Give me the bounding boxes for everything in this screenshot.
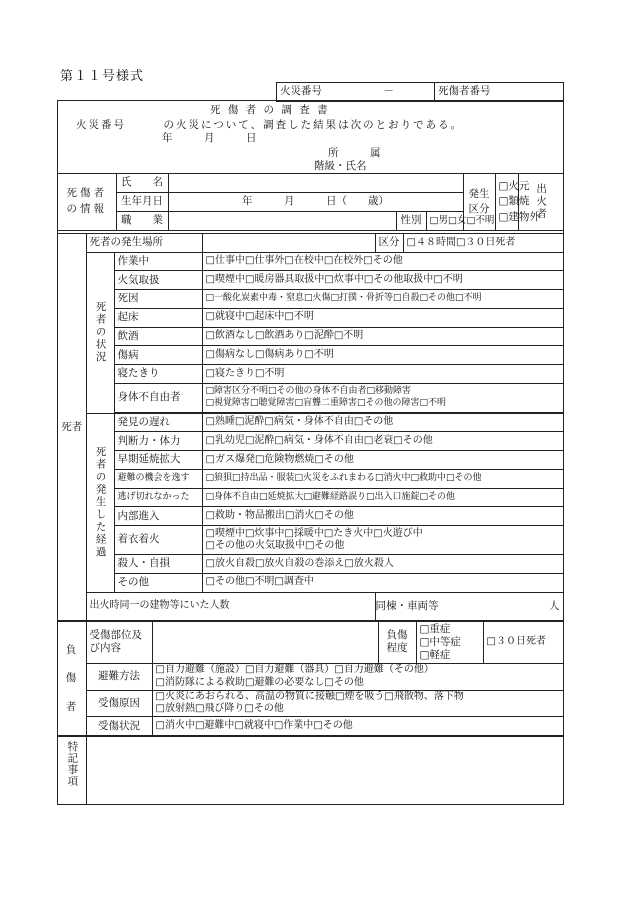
- name-field[interactable]: [168, 174, 463, 193]
- survey-title: 死 傷 者 の 調 査 書: [210, 104, 330, 116]
- status-row-options-line: □視覚障害□聴覚障害□盲聾二重障害□その他の障害□不明: [205, 397, 447, 408]
- person-section-label: 死傷者の情報: [58, 174, 116, 231]
- same-building-label: 出火時同一の建物等にいた人数: [86, 592, 375, 621]
- dob-field[interactable]: 年 月 日（ 歳）: [168, 193, 463, 212]
- injury-degree-option: □軽症: [419, 648, 451, 661]
- death-section-text: 死者: [61, 420, 83, 433]
- sex-label: 性別: [396, 212, 426, 231]
- fire-number-label: 火災番号: [280, 85, 322, 98]
- process-row-label: 着衣着火: [114, 525, 202, 554]
- injury-degree-options[interactable]: [416, 622, 483, 664]
- state-label: 受傷状況: [86, 717, 152, 736]
- injury-30day-option[interactable]: □３０日死者: [483, 622, 563, 664]
- process-row-options-line: □喫煙中□炊事中□採暖中□たき火中□火遊び中: [205, 527, 423, 539]
- status-row-label: 起床: [114, 308, 202, 327]
- process-row-options[interactable]: □身体不自由□延焼拡大□避難経路誤り□出入口施錠□その他: [202, 488, 563, 507]
- evac-options-line: □自力避難（施設）□自力避難（器具）□自力避難（その他）: [155, 664, 434, 676]
- job-label: 職 業: [116, 212, 168, 231]
- process-row-label: 逃げ切れなかった: [114, 488, 202, 507]
- process-row-options[interactable]: □熟睡□泥酔□病気・身体不自由□その他: [202, 413, 563, 432]
- injury-section-text: 負傷者: [65, 643, 95, 713]
- same-ridge-unit: 人: [549, 599, 560, 612]
- origin-option: □建物外: [498, 210, 540, 223]
- evac-options-line: □消防隊による救助□避難の必要なし□その他: [155, 676, 364, 688]
- process-row-label: 内部進入: [114, 507, 202, 526]
- header-number-table: [276, 82, 564, 102]
- fire-number-dash: －: [383, 85, 394, 98]
- affiliation-label: 所 属: [328, 147, 381, 159]
- injury-degree-option: □中等症: [419, 635, 461, 648]
- state-options[interactable]: □消火中□避難中□就寝中□作業中□その他: [152, 717, 563, 736]
- status-row-options[interactable]: □喫煙中□暖房器具取扱中□炊事中□その他取扱中□不明: [202, 271, 563, 290]
- same-ridge-cell[interactable]: [375, 592, 563, 621]
- status-row-options[interactable]: □一酸化炭素中毒・窒息□火傷□打撲・骨折等□自殺□その他□不明: [202, 290, 563, 309]
- fire-person-label: 出火者: [518, 174, 563, 231]
- same-ridge-label: 同棟・車両等: [375, 599, 439, 612]
- cause-options-line: □火炎にあおられる、高温の物質に接触□煙を吸う□飛散物、落下物: [155, 690, 464, 702]
- survey-form: [57, 100, 564, 805]
- survey-heading: [58, 101, 563, 174]
- process-row-options[interactable]: □その他□不明□調査中: [202, 573, 563, 592]
- kubun-label: 区分: [375, 234, 403, 253]
- process-row-options[interactable]: □乳幼児□泥酔□病気・身体不自由□老衰□その他: [202, 432, 563, 451]
- injury-section-label: [58, 622, 95, 736]
- death-process-label: 死者の発生した経過: [86, 413, 114, 592]
- process-row-options[interactable]: □救助・物品搬出□消火□その他: [202, 507, 563, 526]
- death-place-label: 死者の発生場所: [86, 234, 202, 253]
- death-section-label: [58, 234, 86, 621]
- status-row-label: 傷病: [114, 346, 202, 365]
- rank-name-label: 階級・氏名: [314, 160, 367, 172]
- process-row-label: 発見の遅れ: [114, 413, 202, 432]
- fire-number-field[interactable]: [277, 83, 435, 102]
- status-row-label: 寝たきり: [114, 364, 202, 383]
- status-row-label: 身体不自由者: [114, 383, 202, 412]
- status-row-label: 作業中: [114, 252, 202, 271]
- dob-label: 生年月日: [116, 193, 168, 212]
- victim-number-label: 死傷者番号: [438, 85, 491, 98]
- process-row-label: 判断力・体力: [114, 432, 202, 451]
- injury-part-label: 受傷部位及び内容: [86, 622, 152, 664]
- death-block: [58, 233, 563, 621]
- injury-block: [58, 621, 563, 736]
- status-row-label: 死因: [114, 290, 202, 309]
- process-row-options[interactable]: [202, 525, 563, 554]
- survey-date: 年 月 日: [162, 132, 257, 144]
- process-row-options[interactable]: □ガス爆発□危険物燃焼□その他: [202, 451, 563, 470]
- process-row-label: その他: [114, 573, 202, 592]
- process-row-options[interactable]: □放火自殺□放火自殺の巻添え□放火殺人: [202, 555, 563, 574]
- death-place-field[interactable]: [202, 234, 375, 253]
- origin-label: 発生区分: [463, 174, 495, 231]
- cause-options-line: □放射熱□飛び降り□その他: [155, 703, 284, 715]
- status-row-options[interactable]: [202, 383, 563, 412]
- injury-degree-label: 負傷程度: [378, 622, 416, 664]
- status-row-options[interactable]: □就寝中□起床中□不明: [202, 308, 563, 327]
- status-row-options[interactable]: □寝たきり□不明: [202, 364, 563, 383]
- status-row-options[interactable]: □傷病なし□傷病あり□不明: [202, 346, 563, 365]
- process-row-label: 避難の機会を逸す: [114, 469, 202, 488]
- death-status-label: 死者の状況: [86, 252, 114, 413]
- survey-statement: 火災番号 の火災について、調査した結果は次のとおりである。: [76, 119, 464, 131]
- victim-number-field[interactable]: [435, 83, 564, 102]
- injury-degree-option: □重症: [419, 622, 451, 635]
- evac-label: 避難方法: [86, 663, 152, 690]
- cause-options[interactable]: [152, 690, 563, 717]
- notes-field[interactable]: [86, 737, 563, 805]
- evac-options[interactable]: [152, 663, 563, 690]
- process-row-options-line: □その他の火気取扱中□その他: [205, 540, 345, 552]
- form-number: 第１１号様式: [60, 69, 145, 84]
- status-row-label: 飲酒: [114, 327, 202, 346]
- status-row-options-line: □障害区分不明□その他の身体不自由者□移動障害: [205, 386, 412, 397]
- notes-block: [58, 736, 563, 804]
- status-row-options[interactable]: □仕事中□仕事外□在校中□在校外□その他: [202, 252, 563, 271]
- cause-label: 受傷原因: [86, 690, 152, 717]
- job-field[interactable]: [168, 212, 396, 231]
- notes-label: 特記事項: [66, 741, 79, 787]
- notes-label-cell: [58, 737, 86, 805]
- origin-option: □類焼: [498, 195, 530, 208]
- kubun-options[interactable]: □４８時間□３０日死者: [403, 234, 563, 253]
- status-row-options[interactable]: □飲酒なし□飲酒あり□泥酔□不明: [202, 327, 563, 346]
- process-row-options[interactable]: □狼狽□持出品・服装□火災をふれまわる□消火中□救助中□その他: [202, 469, 563, 488]
- person-info-block: [58, 173, 563, 230]
- sex-options[interactable]: □男□女□不明: [426, 212, 463, 231]
- status-row-label: 火気取扱: [114, 271, 202, 290]
- origin-option: □火元: [498, 180, 530, 193]
- origin-options[interactable]: [495, 174, 540, 231]
- process-row-label: 殺人・自損: [114, 555, 202, 574]
- name-label: 氏 名: [116, 174, 168, 193]
- process-row-label: 早期延焼拡大: [114, 451, 202, 470]
- injury-part-field[interactable]: [152, 622, 378, 664]
